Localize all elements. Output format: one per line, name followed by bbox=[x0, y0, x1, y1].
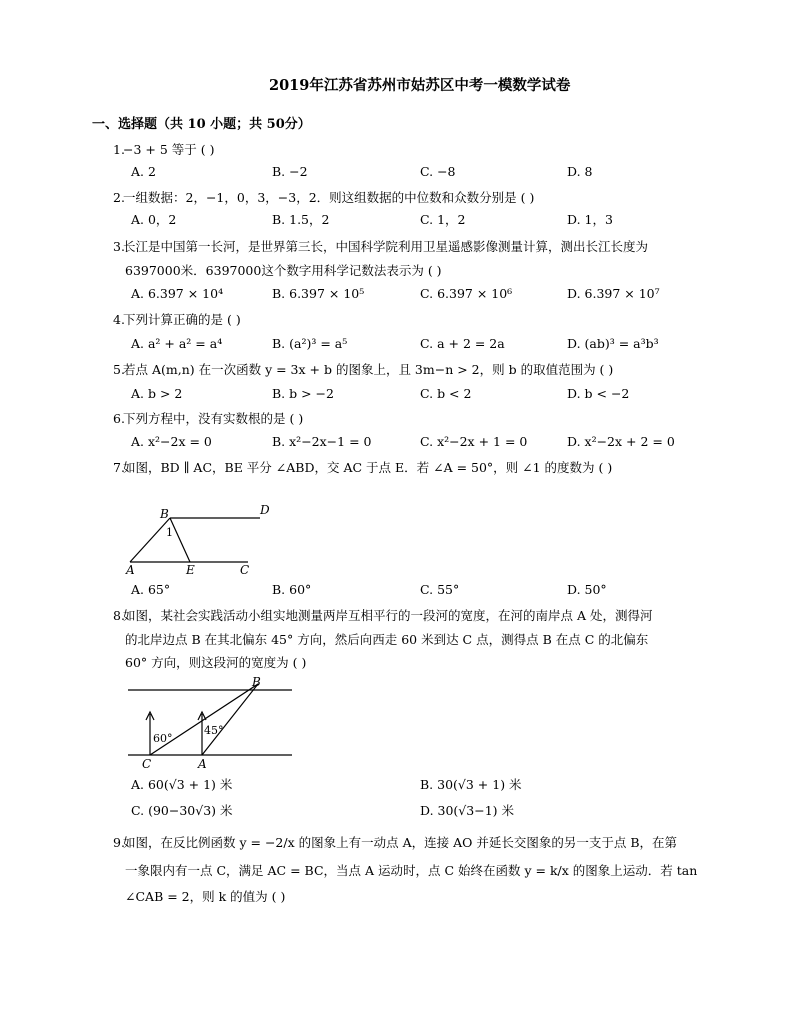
question-number: 7. bbox=[113, 460, 125, 475]
question-stem: 如图，某社会实践活动小组实地测量两岸互相平行的一段河的宽度，在河的南岸点 A 处，测得河 bbox=[123, 608, 653, 623]
label-a: A bbox=[126, 563, 135, 577]
option-d: D. 6.397 × 10⁷ bbox=[567, 286, 660, 301]
question-stem: 若点 A(m,n) 在一次函数 y = 3x + b 的图象上，且 3m−n > 2，则 b 的取值范围为 ( ) bbox=[123, 362, 614, 377]
question-stem-line: ∠CAB = 2，则 k 的值为 ( ) bbox=[125, 889, 286, 904]
figure-7 bbox=[120, 500, 290, 580]
option-b: B. x²−2x−1 = 0 bbox=[272, 434, 372, 449]
figure-8 bbox=[120, 676, 300, 768]
option-d: D. 50° bbox=[567, 582, 607, 597]
option-c: C. 1，2 bbox=[420, 212, 466, 227]
question-number: 8. bbox=[113, 608, 125, 623]
option-c: C. b < 2 bbox=[420, 386, 472, 401]
option-b: B. b > −2 bbox=[272, 386, 334, 401]
option-c: C. a + 2 = 2a bbox=[420, 336, 505, 351]
line-ab bbox=[202, 684, 258, 755]
question-number: 4. bbox=[113, 312, 125, 327]
question-stem-line: 的北岸边点 B 在其北偏东 45° 方向，然后向西走 60 米到达 C 点，测得点 B 在点 C 的北偏东 bbox=[125, 632, 649, 647]
option-c: C. 6.397 × 10⁶ bbox=[420, 286, 513, 301]
option-b: B. 6.397 × 10⁵ bbox=[272, 286, 365, 301]
option-c: C. 55° bbox=[420, 582, 460, 597]
option-d: D. 1，3 bbox=[567, 212, 613, 227]
label-b: B bbox=[160, 507, 169, 521]
question-stem-line: 一象限内有一点 C，满足 AC = BC，当点 A 运动时，点 C 始终在函数 y = k/x 的图象上运动．若 tan bbox=[125, 863, 698, 878]
option-c: C. −8 bbox=[420, 164, 456, 179]
option-d: D. 8 bbox=[567, 164, 593, 179]
option-a: A. x²−2x = 0 bbox=[131, 434, 212, 449]
question-stem: 如图，在反比例函数 y = −2/x 的图象上有一动点 A，连接 AO 并延长交图象的另一支于点 B，在第 bbox=[123, 835, 677, 850]
option-a: A. b > 2 bbox=[131, 386, 183, 401]
option-a: A. a² + a² = a⁴ bbox=[131, 336, 223, 351]
option-a: A. 0，2 bbox=[131, 212, 177, 227]
question-stem: 下列计算正确的是 ( ) bbox=[123, 312, 241, 327]
option-b: B. 60° bbox=[272, 582, 312, 597]
question-number: 5. bbox=[113, 362, 125, 377]
question-number: 6. bbox=[113, 411, 125, 426]
label-a: A bbox=[198, 757, 207, 768]
line-be bbox=[170, 518, 190, 562]
option-b: B. 30(√3 + 1) 米 bbox=[420, 777, 522, 792]
question-number: 1. bbox=[113, 142, 125, 157]
label-d: D bbox=[260, 503, 270, 517]
label-angle-45: 45° bbox=[204, 724, 224, 737]
option-d: D. x²−2x + 2 = 0 bbox=[567, 434, 675, 449]
label-angle-1: 1 bbox=[166, 526, 173, 539]
question-stem-line: 6397000米．6397000这个数字用科学记数法表示为 ( ) bbox=[125, 263, 442, 278]
label-angle-60: 60° bbox=[153, 732, 173, 745]
question-stem-line: 60° 方向，则这段河的宽度为 ( ) bbox=[125, 655, 307, 670]
label-c: C bbox=[240, 563, 250, 577]
question-stem: 一组数据：2，−1，0，3，−3，2．则这组数据的中位数和众数分别是 ( ) bbox=[123, 190, 535, 205]
line-ab bbox=[130, 518, 170, 562]
question-stem: −3 + 5 等于 ( ) bbox=[123, 142, 215, 157]
option-b: B. (a²)³ = a⁵ bbox=[272, 336, 348, 351]
question-number: 3. bbox=[113, 239, 125, 254]
question-number: 2. bbox=[113, 190, 125, 205]
question-stem: 下列方程中，没有实数根的是 ( ) bbox=[123, 411, 304, 426]
page-title: 2019年江苏省苏州市姑苏区中考一模数学试卷 bbox=[269, 77, 571, 94]
option-a: A. 60(√3 + 1) 米 bbox=[131, 777, 233, 792]
option-a: A. 2 bbox=[131, 164, 156, 179]
label-e: E bbox=[186, 563, 195, 577]
question-stem: 如图，BD ∥ AC，BE 平分 ∠ABD，交 AC 于点 E．若 ∠A = 50°，则 ∠1 的度数为 ( ) bbox=[123, 460, 613, 475]
label-c: C bbox=[142, 757, 152, 768]
question-number: 9. bbox=[113, 835, 125, 850]
option-d: D. b < −2 bbox=[567, 386, 630, 401]
option-b: B. 1.5，2 bbox=[272, 212, 330, 227]
label-b: B bbox=[252, 676, 261, 689]
question-stem: 长江是中国第一长河，是世界第三长，中国科学院利用卫星遥感影像测量计算，测出长江长度为 bbox=[123, 239, 649, 254]
option-c: C. x²−2x + 1 = 0 bbox=[420, 434, 528, 449]
option-d: D. 30(√3−1) 米 bbox=[420, 803, 515, 818]
option-a: A. 65° bbox=[131, 582, 171, 597]
option-d: D. (ab)³ = a³b³ bbox=[567, 336, 659, 351]
section-heading: 一、选择题（共 10 小题；共 50分） bbox=[92, 117, 311, 132]
option-b: B. −2 bbox=[272, 164, 308, 179]
option-c: C. (90−30√3) 米 bbox=[131, 803, 233, 818]
option-a: A. 6.397 × 10⁴ bbox=[131, 286, 224, 301]
